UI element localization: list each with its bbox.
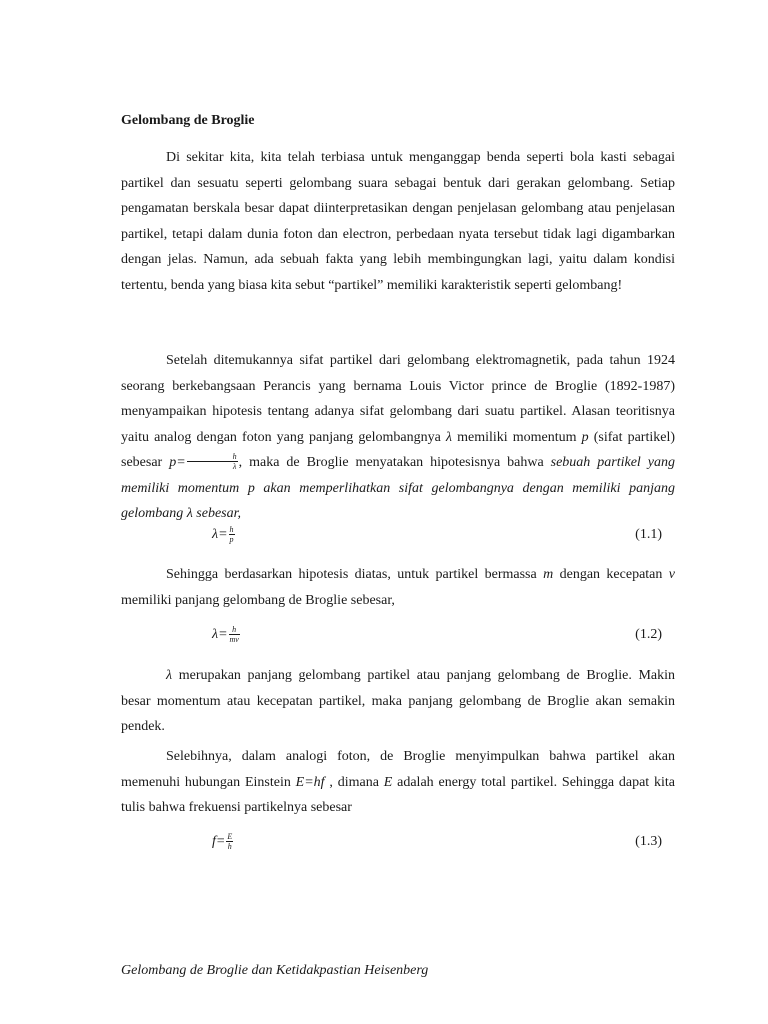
inline-fraction xyxy=(187,452,238,471)
hypothesis-lambda: λ xyxy=(186,506,193,521)
equation-1-1-denominator: p xyxy=(229,534,234,544)
velocity-symbol: ν xyxy=(668,567,675,582)
hypothesis-italic-a: sebuah partikel yang memiliki momentum p akan memperlihatkan sifat gelombangnya dengan memiliki panjang gelombang xyxy=(121,455,676,521)
hypothesis-italic-b: sebesar, xyxy=(192,506,242,521)
paragraph-4 xyxy=(121,663,675,740)
paragraph-5 xyxy=(121,744,675,821)
paragraph-5-text-a: Selebihnya, dalam analogi foton, de Broglie menyimpulkan bahwa partikel akan memenuhi hubungan Einstein xyxy=(121,749,675,790)
paragraph-3-text-b: dengan kecepatan xyxy=(553,567,669,582)
paragraph-3-text-a: Sehingga berdasarkan hipotesis diatas, untuk partikel bermassa xyxy=(166,567,544,582)
equation-1-3-fraction xyxy=(226,832,233,851)
equation-1-3-label: (1.3) xyxy=(635,834,662,849)
paragraph-2-text-d: , maka de Broglie menyatakan hipotesisnya bahwa xyxy=(238,455,551,470)
einstein-relation: E=hf xyxy=(295,774,325,790)
equation-1-3 xyxy=(212,830,662,854)
paragraph-5-text-b: , dimana xyxy=(324,774,384,790)
equation-1-2-label: (1.2) xyxy=(635,627,662,642)
equation-1-3-expression xyxy=(212,833,234,852)
paragraph-3 xyxy=(121,562,675,613)
paragraph-1-text: Di sekitar kita, kita telah terbiasa untuk menganggap benda seperti bola kasti sebagai partikel dan sesuatu seperti gelombang suara sebagai bentuk dari gerakan gelombang. Setiap pengamatan berskala besar dapat diinterpretasikan dengan penjelasan gelombang atau penjelasan partikel, tetapi dalam dunia foton dan electron, perbedaan nyata tersebut tidak lagi digambarkan dengan jelas. Namun, ada sebuah fakta yang lebih membingungkan lagi, yaitu dalam kondisi tertentu, benda yang biasa kita sebut “partikel” memiliki karakteristik seperti gelombang! xyxy=(121,150,675,293)
paragraph-3-text-c: memiliki panjang gelombang de Broglie sebesar, xyxy=(121,592,395,608)
equation-1-1-numerator: h xyxy=(229,524,234,534)
equation-1-1-lhs: λ= xyxy=(212,527,228,542)
equation-1-2-numerator: h xyxy=(229,625,240,635)
lambda-symbol: λ xyxy=(166,668,173,683)
momentum-symbol: p xyxy=(581,429,589,445)
paragraph-2-text-c: (sifat partikel) sebesar xyxy=(121,429,676,470)
equation-1-2-denominator: mv xyxy=(229,634,239,644)
paragraph-1 xyxy=(121,145,675,298)
equation-1-1-label: (1.1) xyxy=(635,527,662,542)
equation-1-1-fraction xyxy=(229,525,235,544)
paragraph-5-text-c: adalah energy total partikel. Sehingga dapat kita tulis bahwa frekuensi partikelnya sebesar xyxy=(121,774,675,815)
section-heading: Gelombang de Broglie xyxy=(121,113,255,128)
lambda-symbol: λ xyxy=(445,429,452,445)
paragraph-2 xyxy=(121,348,675,527)
equation-1-3-lhs: f= xyxy=(212,834,226,849)
equation-1-3-denominator: h xyxy=(227,841,232,851)
energy-symbol: E xyxy=(383,774,393,790)
equation-1-2-fraction xyxy=(229,625,240,644)
equation-1-2-lhs: λ= xyxy=(212,627,228,642)
fraction-denominator: λ xyxy=(232,462,237,472)
equation-1-1-expression xyxy=(212,526,236,545)
paragraph-2-text-b: memiliki momentum xyxy=(452,429,582,445)
paragraph-2-text-a: Setelah ditemukannya sifat partikel dari gelombang elektromagnetik, pada tahun 1924 seorang berkebangsaan Perancis yang bernama Louis Victor prince de Broglie (1892-1987) menyampaikan hipotesis tentang adanya sifat gelombang dari suatu partikel. Alasan teoritisnya yaitu analog dengan foton yang panjang gelombangnya xyxy=(121,353,675,445)
equation-1-1 xyxy=(212,523,662,547)
momentum-equation: p= xyxy=(169,455,186,470)
page-footer: Gelombang de Broglie dan Ketidakpastian Heisenberg xyxy=(121,963,429,978)
equation-1-2 xyxy=(212,623,662,647)
fraction-numerator: h xyxy=(187,452,238,462)
paragraph-4-text: merupakan panjang gelombang partikel atau panjang gelombang de Broglie. Makin besar momentum atau kecepatan partikel, maka panjang gelombang de Broglie akan semakin pendek. xyxy=(121,668,675,734)
equation-1-3-numerator: E xyxy=(227,831,233,841)
equation-1-2-expression xyxy=(212,626,241,645)
mass-symbol: m xyxy=(543,567,554,582)
